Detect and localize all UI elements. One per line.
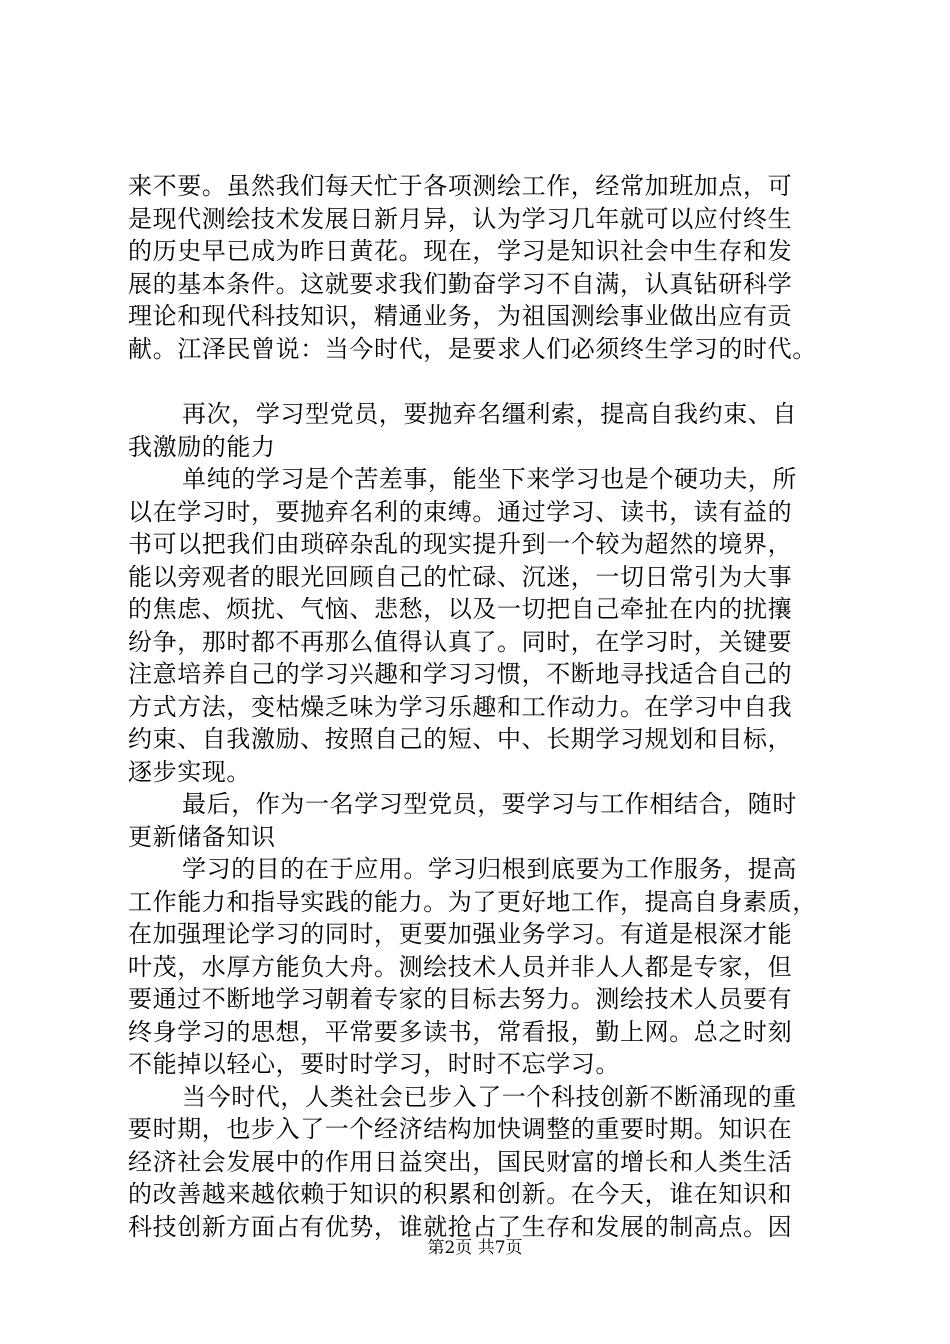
paragraph-continued [128,170,840,365]
text-line: 当今时代，人类社会已步入了一个科技创新不断涌现的重 [182,1082,797,1111]
text-line: 的改善越来越依赖于知识的积累和创新。在今天，谁在知识和 [128,1180,793,1208]
text-line: 献。江泽民曾说：当今时代，是要求人们必须终生学习的时代。 [128,334,817,363]
text-line: 约束、自我激励、按照自己的短、中、长期学习规划和目标， [128,725,793,753]
text-line: 来不要。虽然我们每天忙于各项测绘工作，经常加班加点，可 [128,172,793,200]
section-heading-third [128,398,840,463]
text-line: 的历史早已成为昨日黄花。现在，学习是知识社会中生存和发 [128,237,793,265]
text-line: 书可以把我们由琐碎杂乱的现实提升到一个较为超然的境界， [128,530,793,558]
text-line: 以在学习时，要抛弃名利的束缚。通过学习、读书，读有益的 [128,497,793,526]
text-line: 的焦虑、烦扰、气恼、悲愁，以及一切把自己牵扯在内的扰攘 [128,595,793,623]
text-line: 要通过不断地学习朝着专家的目标去努力。测绘技术人员要有 [128,985,793,1013]
page-number: 第2页 共7页 [427,1238,523,1258]
text-line: 单纯的学习是个苦差事，能坐下来学习也是个硬功夫，所 [182,465,797,493]
text-line: 我激励的能力 [128,432,276,461]
text-line: 经济社会发展中的作用日益突出，国民财富的增长和人类生活 [128,1147,793,1176]
text-line: 注意培养自己的学习兴趣和学习习惯，不断地寻找适合自己的 [128,660,793,688]
paragraph-era [128,1081,840,1244]
text-line: 方式方法，变枯燥乏味为学习乐趣和工作动力。在学习中自我 [128,692,793,721]
text-line: 终身学习的思想，平常要多读书，常看报，勤上网。总之时刻 [128,1017,793,1046]
text-line: 要时期，也步入了一个经济结构加快调整的重要时期。知识在 [128,1115,793,1143]
text-line: 是现代测绘技术发展日新月异，认为学习几年就可以应付终生 [128,204,793,233]
text-line: 在加强理论学习的同时，更要加强业务学习。有道是根深才能 [128,920,793,948]
text-line: 科技创新方面占有优势，谁就抢占了生存和发展的制高点。因 [128,1212,793,1241]
document-body [128,170,840,1243]
paragraph-last [128,853,840,1081]
text-line: 理论和现代科技知识，精通业务，为祖国测绘事业做出应有贡 [128,302,793,330]
text-line: 不能掉以轻心，要时时学习，时时不忘学习。 [128,1050,620,1078]
text-line: 更新储备知识 [128,822,276,851]
text-line: 展的基本条件。这就要求我们勤奋学习不自满，认真钻研科学 [128,269,793,298]
text-line: 纷争，那时都不再那么值得认真了。同时，在学习时，关键要 [128,627,793,656]
paragraph-third [128,463,840,788]
text-line: 能以旁观者的眼光回顾自己的忙碌、沉迷，一切日常引为大事 [128,562,793,591]
text-line: 逐步实现。 [128,757,251,786]
blank-line [128,365,840,398]
text-line: 最后，作为一名学习型党员，要学习与工作相结合，随时 [182,790,797,818]
section-heading-last [128,788,840,853]
text-line: 学习的目的在于应用。学习归根到底要为工作服务，提高 [182,855,797,883]
text-line: 工作能力和指导实践的能力。为了更好地工作，提高自身素质， [128,887,817,916]
text-line: 再次，学习型党员，要抛弃名缰利索，提高自我约束、自 [182,400,797,428]
text-line: 叶茂，水厚方能负大舟。测绘技术人员并非人人都是专家，但 [128,952,793,981]
